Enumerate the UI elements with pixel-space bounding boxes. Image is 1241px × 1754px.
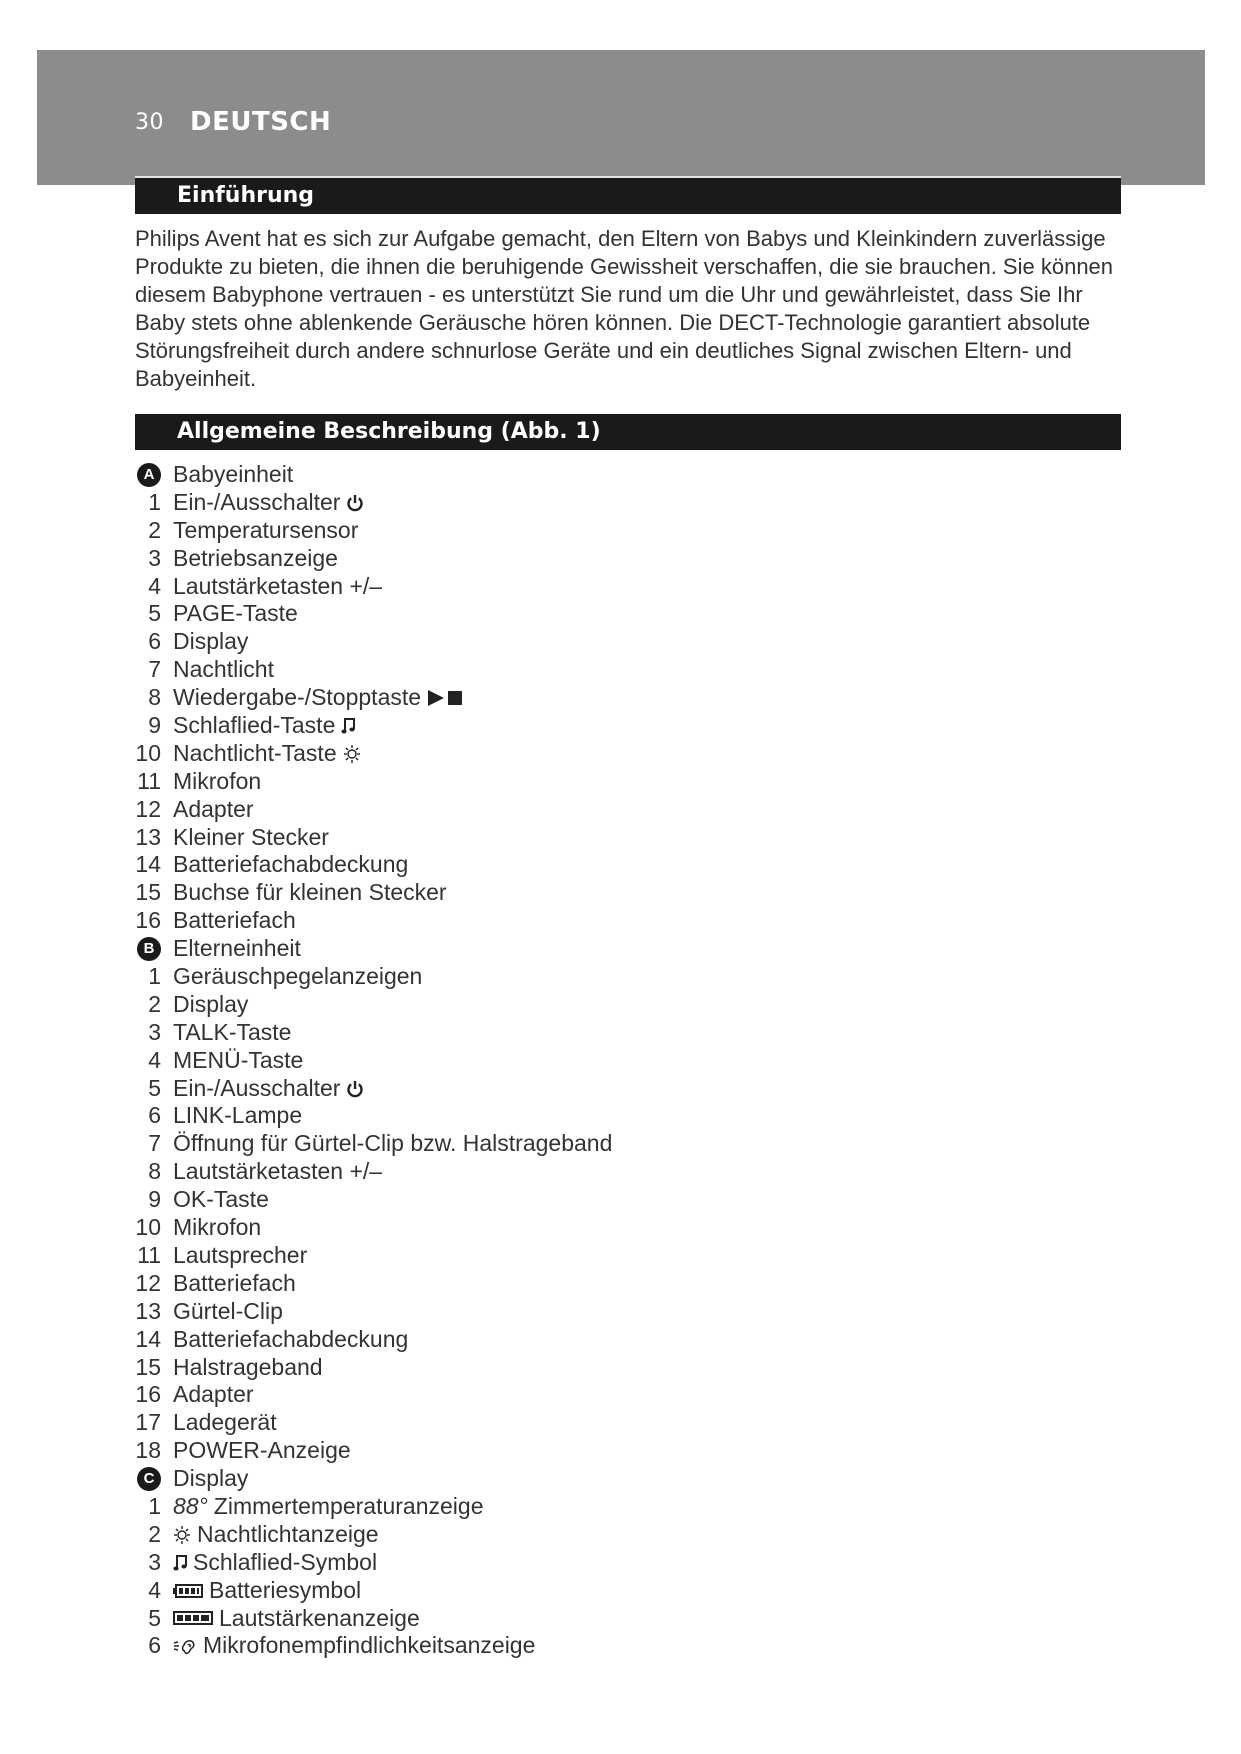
item-label: Temperatursensor [173, 516, 359, 543]
list-item [133, 991, 1033, 1019]
list-item [133, 1158, 1033, 1186]
group-letter-c-icon: C [137, 1467, 161, 1491]
list-item [133, 1019, 1033, 1047]
list-item [133, 1605, 1033, 1633]
item-number: 1 [148, 963, 161, 990]
item-number: 2 [148, 516, 161, 543]
list-item [133, 879, 1033, 907]
item-label: Mikrofonempfindlichkeitsanzeige [203, 1632, 536, 1659]
item-label: Lautstärketasten +/– [173, 572, 383, 599]
item-label: Zimmertemperaturanzeige [213, 1492, 484, 1519]
item-number: 6 [148, 1102, 161, 1129]
item-label: Display [173, 628, 249, 655]
item-number: 11 [137, 767, 161, 794]
item-number: 4 [148, 1046, 161, 1073]
item-label: Batteriefachabdeckung [173, 1325, 409, 1352]
item-number: 10 [135, 1214, 161, 1241]
item-number: 8 [148, 684, 161, 711]
list-item [133, 851, 1033, 879]
section-heading-general-label: Allgemeine Beschreibung (Abb. 1) [177, 419, 601, 444]
item-label: Lautstärketasten +/– [173, 1158, 383, 1185]
item-number: 4 [148, 1576, 161, 1603]
item-number: 4 [148, 572, 161, 599]
list-item [133, 1437, 1033, 1465]
item-label: Mikrofon [173, 767, 262, 794]
nightlight-icon [343, 744, 361, 764]
play-stop-icon [427, 689, 465, 707]
item-label: Ein-/Ausschalter [173, 1074, 341, 1101]
item-label: Ladegerät [173, 1409, 277, 1436]
item-number: 15 [135, 1353, 161, 1380]
list-item [133, 1130, 1033, 1158]
item-label: Halstrageband [173, 1353, 323, 1380]
item-label: Batteriefach [173, 907, 296, 934]
list-item [133, 517, 1033, 545]
item-label: Nachtlichtanzeige [197, 1520, 379, 1547]
language-title: DEUTSCH [190, 107, 332, 137]
item-number: 5 [148, 1604, 161, 1631]
list-item [133, 1326, 1033, 1354]
list-item [133, 684, 1033, 712]
list-item [133, 907, 1033, 935]
item-label: OK-Taste [173, 1186, 269, 1213]
component-list [133, 461, 1033, 1660]
item-label: Wiedergabe-/Stopptaste [173, 684, 422, 711]
list-item [133, 1075, 1033, 1103]
power-icon [346, 494, 364, 512]
intro-paragraph: Philips Avent hat es sich zur Aufgabe gemacht, den Eltern von Babys und Kleinkindern zuverlässige Produkte zu bieten, die ihnen die beruhigende Gewissheit verschaffen, die sie brauchen. Sie können diesem Babyphone vertrauen - es unterstützt Sie rund um die Uhr und gewährleistet, dass Sie Ihr Baby stets ohne ablenkende Geräusche hören können. Die DECT-Technologie garantiert absolute Störungsfreiheit durch andere schnurlose Geräte und ein deutliches Signal zwischen Eltern- und Babyeinheit. [135, 226, 1114, 391]
item-label: Schlaflied-Taste [173, 712, 336, 739]
item-number: 12 [135, 795, 161, 822]
item-label: Betriebsanzeige [173, 544, 338, 571]
group-header-parent-unit [133, 935, 1033, 963]
temperature-digits: 88° [173, 1492, 208, 1519]
group-header-baby-unit [133, 461, 1033, 489]
page-number: 30 [135, 110, 164, 135]
item-number: 7 [148, 656, 161, 683]
item-number: 1 [148, 1492, 161, 1519]
item-number: 9 [148, 1186, 161, 1213]
item-label: Nachtlicht-Taste [173, 739, 337, 766]
music-note-icon [341, 716, 355, 736]
section-heading-general [135, 414, 1121, 450]
item-label: Lautsprecher [173, 1241, 308, 1268]
music-note-icon [173, 1553, 187, 1573]
item-label: Buchse für kleinen Stecker [173, 879, 447, 906]
item-number: 5 [148, 1074, 161, 1101]
item-number: 15 [135, 879, 161, 906]
list-item [133, 1242, 1033, 1270]
ear-icon [173, 1637, 197, 1655]
volume-bar-icon [173, 1611, 213, 1625]
group-header-display [133, 1465, 1033, 1493]
list-item [133, 1521, 1033, 1549]
group-label: Elterneinheit [173, 935, 301, 962]
item-number: 3 [148, 1548, 161, 1575]
item-label: Batteriefachabdeckung [173, 851, 409, 878]
item-number: 6 [148, 1632, 161, 1659]
list-item [133, 1409, 1033, 1437]
item-number: 14 [135, 851, 161, 878]
item-number: 18 [135, 1437, 161, 1464]
battery-icon [173, 1583, 203, 1599]
item-label: Geräuschpegelanzeigen [173, 963, 423, 990]
list-item [133, 1298, 1033, 1326]
list-item [133, 768, 1033, 796]
list-item [133, 1381, 1033, 1409]
list-item [133, 796, 1033, 824]
list-item [133, 1047, 1033, 1075]
item-label: Mikrofon [173, 1214, 262, 1241]
item-number: 11 [137, 1241, 161, 1268]
group-label: Babyeinheit [173, 461, 294, 487]
item-label: Nachtlicht [173, 656, 274, 683]
list-item [133, 1354, 1033, 1382]
list-item [133, 824, 1033, 852]
list-item [133, 712, 1033, 740]
item-number: 3 [148, 1018, 161, 1045]
group-label: Display [173, 1465, 249, 1492]
list-item [133, 656, 1033, 684]
group-letter-b-icon: B [137, 937, 161, 961]
list-item [133, 1214, 1033, 1242]
item-label: LINK-Lampe [173, 1102, 303, 1129]
list-item [133, 545, 1033, 573]
list-item [133, 1102, 1033, 1130]
list-item [133, 628, 1033, 656]
item-label: Schlaflied-Symbol [193, 1548, 378, 1575]
list-item [133, 1577, 1033, 1605]
list-item [133, 489, 1033, 517]
item-number: 13 [135, 1297, 161, 1324]
list-item [133, 963, 1033, 991]
item-number: 12 [135, 1269, 161, 1296]
list-item [133, 1549, 1033, 1577]
item-label: TALK-Taste [173, 1018, 292, 1045]
item-label: Kleiner Stecker [173, 823, 329, 850]
list-item [133, 600, 1033, 628]
item-label: Lautstärkenanzeige [219, 1604, 420, 1631]
list-item [133, 573, 1033, 601]
group-letter-a-icon: A [137, 463, 161, 487]
item-label: Adapter [173, 795, 254, 822]
item-number: 5 [148, 600, 161, 627]
list-item [133, 1270, 1033, 1298]
item-number: 7 [148, 1130, 161, 1157]
item-number: 6 [148, 628, 161, 655]
item-label: PAGE-Taste [173, 600, 298, 627]
item-label: Adapter [173, 1381, 254, 1408]
section-heading-intro-label: Einführung [177, 183, 315, 208]
item-number: 16 [135, 1381, 161, 1408]
list-item [133, 1493, 1033, 1521]
item-number: 17 [135, 1409, 161, 1436]
section-heading-intro [135, 176, 1121, 214]
item-label: POWER-Anzeige [173, 1437, 351, 1464]
item-number: 8 [148, 1158, 161, 1185]
item-label: Batteriesymbol [209, 1576, 362, 1603]
item-number: 9 [148, 712, 161, 739]
power-icon [346, 1080, 364, 1098]
list-item [133, 1186, 1033, 1214]
list-item [133, 740, 1033, 768]
item-label: Display [173, 990, 249, 1017]
list-item [133, 1632, 1033, 1660]
item-number: 13 [135, 823, 161, 850]
item-number: 3 [148, 544, 161, 571]
item-number: 2 [148, 990, 161, 1017]
item-label: Ein-/Ausschalter [173, 488, 341, 515]
item-number: 10 [135, 739, 161, 766]
item-label: MENÜ-Taste [173, 1046, 304, 1073]
item-number: 14 [135, 1325, 161, 1352]
nightlight-icon [173, 1525, 191, 1545]
item-label: Batteriefach [173, 1269, 296, 1296]
item-number: 16 [135, 907, 161, 934]
item-number: 1 [148, 488, 161, 515]
item-number: 2 [148, 1520, 161, 1547]
item-label: Gürtel-Clip [173, 1297, 283, 1324]
item-label: Öffnung für Gürtel-Clip bzw. Halstrageband [173, 1130, 613, 1157]
